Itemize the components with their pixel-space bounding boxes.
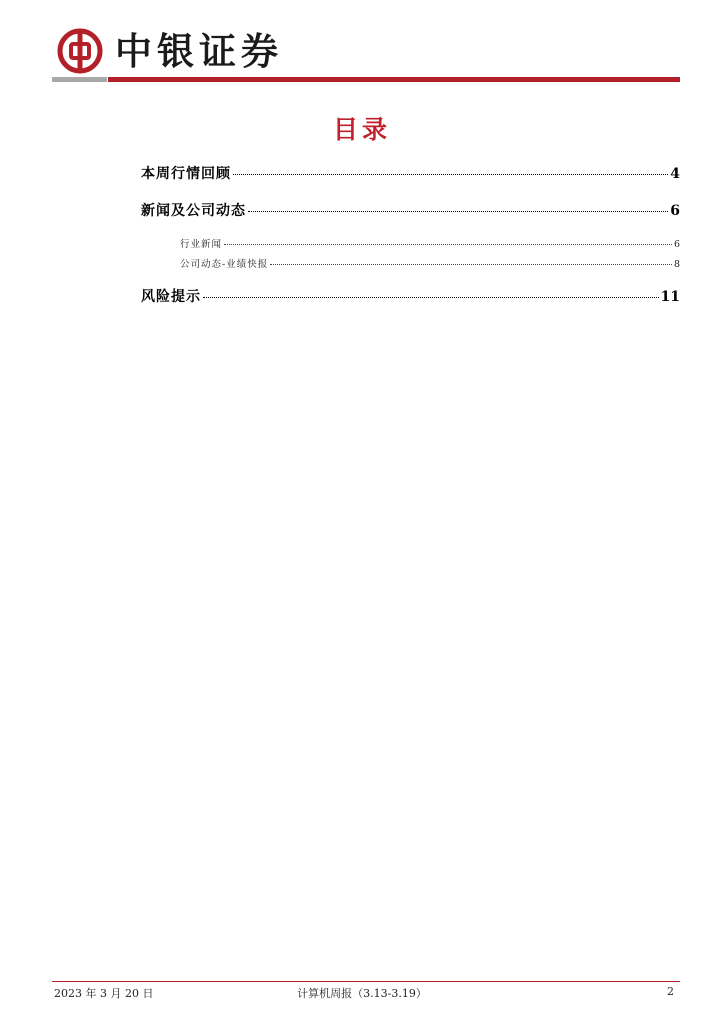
footer-date: 2023 年 3 月 20 日 [54, 987, 154, 1000]
toc-entry-label: 本周行情回顾 [141, 166, 231, 182]
footer-report-title: 计算机周报（3.13-3.19） [297, 987, 427, 1000]
header-rule-grey [52, 77, 107, 82]
toc-dot-leader [248, 211, 668, 212]
toc-entry-label: 公司动态-业绩快报 [180, 259, 269, 270]
toc-dot-leader [233, 174, 668, 175]
toc-entry-page: 6 [670, 203, 680, 219]
toc-dot-leader [224, 244, 672, 245]
toc-entry-page: 4 [670, 166, 680, 182]
toc-entry-label: 新闻及公司动态 [141, 203, 246, 219]
bank-of-china-logo-icon [57, 28, 103, 74]
toc-entry-label: 风险提示 [141, 289, 201, 305]
toc-entry-earnings-flash[interactable] [180, 256, 680, 270]
footer-page-number: 2 [667, 985, 674, 998]
toc-entry-risk-warning[interactable] [141, 286, 680, 306]
toc-entry-weekly-market-review[interactable] [141, 163, 680, 183]
brand-logo [57, 28, 283, 74]
toc-dot-leader [203, 297, 659, 298]
toc-title: 目录 [332, 115, 391, 144]
header-rule-red [108, 77, 680, 82]
toc-dot-leader [270, 264, 672, 265]
toc-entry-news-company-updates[interactable] [141, 200, 680, 220]
toc-entry-page: 8 [673, 259, 680, 270]
toc-entry-page: 11 [660, 289, 680, 305]
toc-entry-label: 行业新闻 [180, 239, 223, 250]
toc-entry-industry-news[interactable] [180, 236, 680, 250]
toc-entry-page: 6 [673, 239, 680, 250]
brand-name: 中银证券 [115, 29, 283, 73]
footer-rule [52, 981, 680, 982]
